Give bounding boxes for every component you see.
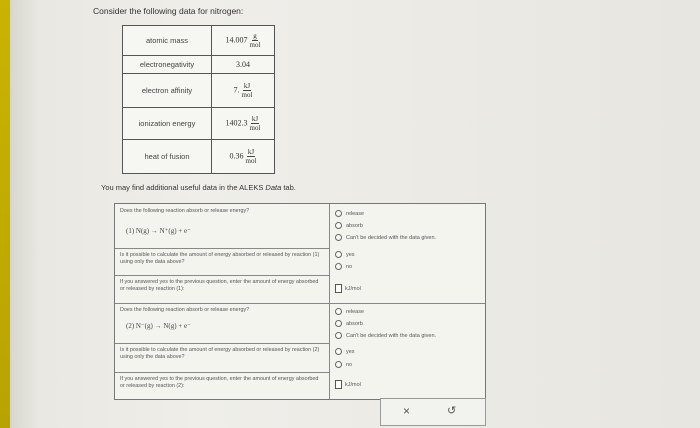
radio-absorb-1[interactable]: absorb [335,222,363,229]
radio-circle-icon[interactable] [335,308,342,315]
radio-circle-icon[interactable] [335,222,342,229]
radio-circle-icon[interactable] [335,361,342,368]
energy-input-2[interactable]: kJ/mol [335,380,361,389]
question-text: If you answered yes to the previous question, enter the amount of energy absorbed or released by reaction (1): [120,279,319,292]
yellow-edge-strip [0,0,10,428]
property-value: 7. $\frac{kJ}{\text{mol}}$ [212,74,275,108]
answer-column-2 [329,303,485,399]
action-bar [380,398,486,426]
question-text: If you answered yes to the previous question, enter the amount of energy absorbed or released by reaction (2): [120,376,319,389]
reaction-2-equation: (2) N⁻(g) → N(g) + e⁻ [126,322,191,330]
radio-release-2[interactable]: release [335,308,364,315]
radio-no-1[interactable]: no [335,263,352,270]
question-cell-enter-2 [115,372,329,399]
question-text: Does the following reaction absorb or release energy? [120,307,250,313]
radio-yes-2[interactable]: yes [335,348,355,355]
answer-input-box[interactable] [335,380,342,389]
radio-circle-icon[interactable] [335,234,342,241]
property-label: ionization energy [123,108,212,140]
radio-circle-icon[interactable] [335,251,342,258]
question-cell-reaction-1 [115,204,329,249]
nitrogen-data-table [122,25,275,174]
clear-icon[interactable]: × [403,404,411,418]
question-cell-enter-1 [115,275,329,304]
radio-release-1[interactable]: release [335,210,364,217]
table-row [123,74,275,108]
question-cell-calc-2 [115,343,329,373]
property-label: electronegativity [123,56,212,74]
question-text: Does the following reaction absorb or release energy? [120,208,250,214]
radio-circle-icon[interactable] [335,332,342,339]
radio-cant-decide-1[interactable]: Can't be decided with the data given. [335,234,436,241]
table-row [123,56,275,74]
property-value: 0.36 $\frac{kJ}{\text{mol}}$ [212,140,275,174]
question-text: Is it possible to calculate the amount of energy absorbed or released by reaction (1) using only the data above? [120,252,320,265]
property-label: electron affinity [123,74,212,108]
radio-circle-icon[interactable] [335,348,342,355]
property-label: heat of fusion [123,140,212,174]
answer-column-1 [329,204,485,303]
radio-circle-icon[interactable] [335,320,342,327]
radio-circle-icon[interactable] [335,210,342,217]
intro-text: Consider the following data for nitrogen: [93,6,244,16]
radio-absorb-2[interactable]: absorb [335,320,363,327]
data-tab-note: You may find additional useful data in the ALEKS Data tab. [101,183,296,192]
question-cell-reaction-2 [115,303,329,344]
radio-no-2[interactable]: no [335,361,352,368]
energy-input-1[interactable]: kJ/mol [335,284,361,293]
radio-cant-decide-2[interactable]: Can't be decided with the data given. [335,332,436,339]
question-text: Is it possible to calculate the amount of energy absorbed or released by reaction (2) using only the data above? [120,347,320,360]
property-label: atomic mass [123,26,212,56]
property-value: 3.04 [212,56,275,74]
radio-yes-1[interactable]: yes [335,251,355,258]
table-row [123,26,275,56]
question-column [115,204,330,399]
answer-input-box[interactable] [335,284,342,293]
property-value: 14.007 $\frac{g}{\text{mol}}$ [212,26,275,56]
table-row [123,108,275,140]
data-tab-link[interactable]: Data [265,183,282,192]
reaction-1-equation: (1) N(g) → N⁺(g) + e⁻ [126,227,191,235]
radio-circle-icon[interactable] [335,263,342,270]
table-row [123,140,275,174]
question-cell-calc-1 [115,248,329,276]
undo-icon[interactable]: ↺ [447,405,457,417]
question-panel [114,203,486,400]
property-value: 1402.3 $\frac{kJ}{\text{mol}}$ [212,108,275,140]
